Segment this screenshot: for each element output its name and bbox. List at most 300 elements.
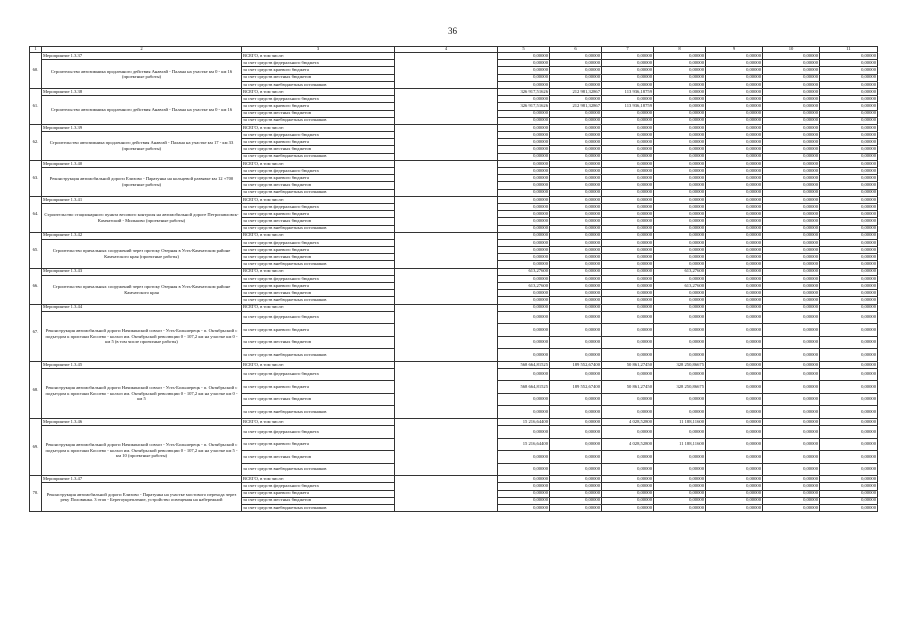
source-label: ВСЕГО, в том числе: — [242, 88, 395, 95]
source-label: за счет средств краевого бюджета — [242, 381, 395, 394]
source-label: за счет средств федерального бюджета — [242, 239, 395, 246]
value-cell: 0,00000 — [550, 182, 602, 189]
value-cell: 0,00000 — [763, 476, 820, 483]
value-cell: 0,00000 — [602, 146, 654, 153]
value-cell: 0,00000 — [550, 324, 602, 337]
source-label: за счет средств местных бюджетов — [242, 451, 395, 464]
value-cell: 0,00000 — [763, 139, 820, 146]
value-cell: 0,00000 — [820, 218, 878, 225]
source-label: за счет средств внебюджетных источников — [242, 297, 395, 304]
source-label: за счет средств внебюджетных источников — [242, 261, 395, 268]
value-cell: 0,00000 — [498, 146, 550, 153]
value-cell: 0,00000 — [654, 67, 706, 74]
value-cell: 0,00000 — [706, 349, 763, 362]
value-cell: 0,00000 — [654, 239, 706, 246]
value-cell: 0,00000 — [498, 132, 550, 139]
source-label: за счет средств краевого бюджета — [242, 103, 395, 110]
value-cell: 0,00000 — [498, 311, 550, 324]
value-cell: 0,00000 — [654, 426, 706, 439]
value-cell: 0,00000 — [550, 275, 602, 282]
source-label: за счет средств федерального бюджета — [242, 203, 395, 210]
value-cell: 0,00000 — [820, 132, 878, 139]
value-cell: 0,00000 — [654, 88, 706, 95]
value-cell: 0,00000 — [602, 225, 654, 232]
source-label: за счет средств краевого бюджета — [242, 283, 395, 290]
value-cell: 0,00000 — [654, 168, 706, 175]
source-label: за счет средств местных бюджетов — [242, 110, 395, 117]
value-cell: 0,00000 — [550, 225, 602, 232]
value-cell: 0,00000 — [654, 60, 706, 67]
value-cell: 0,00000 — [654, 203, 706, 210]
value-cell: 0,00000 — [820, 349, 878, 362]
value-cell: 0,00000 — [763, 218, 820, 225]
value-cell: 0,00000 — [602, 311, 654, 324]
value-cell: 613,27600 — [654, 268, 706, 275]
source-label: за счет средств краевого бюджета — [242, 438, 395, 451]
measure-label: Мероприятие 1.3.38 — [42, 88, 242, 95]
value-cell: 0,00000 — [763, 124, 820, 131]
value-cell: 0,00000 — [550, 393, 602, 406]
value-cell: 0,00000 — [550, 490, 602, 497]
value-cell: 0,00000 — [706, 261, 763, 268]
empty-cell — [395, 88, 498, 124]
value-cell: 0,00000 — [654, 103, 706, 110]
value-cell: 0,00000 — [498, 175, 550, 182]
source-label: ВСЕГО, в том числе: — [242, 361, 395, 368]
value-cell: 0,00000 — [706, 146, 763, 153]
header-cell: 8 — [654, 47, 706, 53]
value-cell: 0,00000 — [550, 153, 602, 160]
value-cell: 328 250,86675 — [654, 361, 706, 368]
value-cell: 0,00000 — [602, 168, 654, 175]
value-cell: 0,00000 — [763, 406, 820, 419]
source-label: за счет средств внебюджетных источников — [242, 406, 395, 419]
value-cell: 0,00000 — [602, 497, 654, 504]
value-cell: 0,00000 — [763, 81, 820, 88]
value-cell: 0,00000 — [602, 81, 654, 88]
header-cell: 4 — [395, 47, 498, 53]
header-cell: 2 — [42, 47, 242, 53]
value-cell: 0,00000 — [763, 103, 820, 110]
value-cell: 0,00000 — [763, 168, 820, 175]
header-cell: 1 — [30, 47, 42, 53]
value-cell: 0,00000 — [763, 368, 820, 381]
value-cell: 0,00000 — [706, 60, 763, 67]
project-name: Реконструкция автомобильной дороги Елизово - Паратунка на кольцевой развязке км 12 +700 (проектные работы) — [42, 168, 242, 197]
value-cell: 0,00000 — [763, 189, 820, 196]
value-cell: 0,00000 — [498, 168, 550, 175]
value-cell: 0,00000 — [654, 146, 706, 153]
value-cell: 0,00000 — [763, 311, 820, 324]
value-cell: 0,00000 — [706, 247, 763, 254]
value-cell: 326 917,51626 — [498, 88, 550, 95]
source-label: за счет средств федерального бюджета — [242, 311, 395, 324]
source-label: ВСЕГО, в том числе: — [242, 196, 395, 203]
value-cell: 0,00000 — [820, 60, 878, 67]
value-cell: 0,00000 — [654, 504, 706, 511]
source-label: ВСЕГО, в том числе: — [242, 418, 395, 425]
value-cell: 0,00000 — [498, 261, 550, 268]
project-name: Строительство автозимника продленного действия Анавгай - Палана на участке км 17 - км 33 (проектные работы) — [42, 132, 242, 161]
value-cell: 0,00000 — [498, 67, 550, 74]
value-cell: 113 936,18759 — [602, 88, 654, 95]
value-cell: 0,00000 — [820, 53, 878, 60]
value-cell: 0,00000 — [550, 189, 602, 196]
value-cell: 0,00000 — [550, 117, 602, 124]
measure-label: Мероприятие 1.3.39 — [42, 124, 242, 131]
value-cell: 0,00000 — [820, 368, 878, 381]
source-label: за счет средств внебюджетных источников — [242, 225, 395, 232]
value-cell: 0,00000 — [602, 349, 654, 362]
value-cell: 0,00000 — [498, 247, 550, 254]
value-cell: 15 216,64400 — [498, 438, 550, 451]
value-cell: 0,00000 — [706, 361, 763, 368]
measure-row — [30, 160, 878, 167]
budget-table — [29, 46, 878, 512]
value-cell: 0,00000 — [820, 418, 878, 425]
value-cell: 0,00000 — [654, 232, 706, 239]
value-cell: 0,00000 — [550, 168, 602, 175]
value-cell: 613,27600 — [498, 268, 550, 275]
measure-label: Мероприятие 1.3.45 — [42, 361, 242, 368]
value-cell: 0,00000 — [706, 426, 763, 439]
value-cell: 0,00000 — [706, 218, 763, 225]
value-cell: 0,00000 — [498, 393, 550, 406]
measure-row — [30, 476, 878, 483]
value-cell: 0,00000 — [498, 368, 550, 381]
value-cell: 0,00000 — [602, 483, 654, 490]
value-cell: 0,00000 — [550, 110, 602, 117]
value-cell: 0,00000 — [820, 381, 878, 394]
value-cell: 0,00000 — [602, 275, 654, 282]
source-label: за счет средств местных бюджетов — [242, 254, 395, 261]
source-label: за счет средств внебюджетных источников — [242, 189, 395, 196]
value-cell: 0,00000 — [498, 490, 550, 497]
value-cell: 0,00000 — [654, 74, 706, 81]
value-cell: 0,00000 — [498, 476, 550, 483]
value-cell: 0,00000 — [706, 368, 763, 381]
measure-label: Мероприятие 1.3.43 — [42, 268, 242, 275]
value-cell: 0,00000 — [602, 189, 654, 196]
measure-row — [30, 124, 878, 131]
value-cell: 0,00000 — [706, 168, 763, 175]
value-cell: 0,00000 — [820, 225, 878, 232]
value-cell: 0,00000 — [602, 203, 654, 210]
value-cell: 0,00000 — [706, 406, 763, 419]
value-cell: 0,00000 — [763, 290, 820, 297]
source-label: ВСЕГО, в том числе: — [242, 268, 395, 275]
value-cell: 0,00000 — [763, 203, 820, 210]
value-cell: 0,00000 — [820, 203, 878, 210]
value-cell: 0,00000 — [498, 153, 550, 160]
empty-cell — [395, 361, 498, 418]
value-cell: 0,00000 — [550, 146, 602, 153]
measure-row — [30, 232, 878, 239]
value-cell: 0,00000 — [498, 254, 550, 261]
value-cell: 0,00000 — [602, 117, 654, 124]
value-cell: 0,00000 — [706, 438, 763, 451]
value-cell: 0,00000 — [654, 311, 706, 324]
value-cell: 0,00000 — [820, 247, 878, 254]
value-cell: 0,00000 — [763, 504, 820, 511]
value-cell: 0,00000 — [654, 132, 706, 139]
value-cell: 0,00000 — [763, 418, 820, 425]
value-cell: 0,00000 — [602, 504, 654, 511]
value-cell: 0,00000 — [602, 297, 654, 304]
value-cell: 0,00000 — [498, 290, 550, 297]
value-cell: 0,00000 — [498, 225, 550, 232]
value-cell: 0,00000 — [550, 139, 602, 146]
source-label: за счет средств внебюджетных источников — [242, 504, 395, 511]
value-cell: 0,00000 — [602, 283, 654, 290]
value-cell: 0,00000 — [706, 290, 763, 297]
value-cell: 0,00000 — [820, 438, 878, 451]
value-cell: 0,00000 — [602, 406, 654, 419]
value-cell: 0,00000 — [763, 324, 820, 337]
value-cell: 0,00000 — [498, 297, 550, 304]
value-cell: 0,00000 — [763, 283, 820, 290]
value-cell: 0,00000 — [498, 426, 550, 439]
value-cell: 0,00000 — [654, 189, 706, 196]
value-cell: 0,00000 — [763, 304, 820, 311]
value-cell: 0,00000 — [550, 304, 602, 311]
value-cell: 0,00000 — [550, 239, 602, 246]
value-cell: 0,00000 — [550, 336, 602, 349]
value-cell: 0,00000 — [654, 182, 706, 189]
project-name: Строительство автозимника продленного действия Анавгай - Палана на участке км 0 - км 16 (проектные работы) — [42, 60, 242, 89]
value-cell: 0,00000 — [654, 336, 706, 349]
project-name: Строительство причальных сооружений через протоку Озерная в Усть-Камчатском районе Камчатского края — [42, 275, 242, 304]
value-cell: 0,00000 — [820, 168, 878, 175]
value-cell: 0,00000 — [602, 60, 654, 67]
value-cell: 0,00000 — [820, 268, 878, 275]
page-number: 36 — [448, 26, 457, 36]
value-cell: 15 216,64400 — [498, 418, 550, 425]
value-cell: 0,00000 — [820, 160, 878, 167]
value-cell: 0,00000 — [602, 211, 654, 218]
value-cell: 0,00000 — [498, 406, 550, 419]
value-cell: 0,00000 — [498, 239, 550, 246]
project-name: Строительство причальных сооружений через протоку Озерная в Усть-Камчатском районе Камчатского края (проектные работы) — [42, 239, 242, 268]
value-cell: 0,00000 — [602, 182, 654, 189]
value-cell: 0,00000 — [706, 504, 763, 511]
value-cell: 0,00000 — [654, 290, 706, 297]
value-cell: 4 028,52800 — [602, 418, 654, 425]
value-cell: 0,00000 — [654, 406, 706, 419]
value-cell: 0,00000 — [498, 324, 550, 337]
value-cell: 0,00000 — [654, 393, 706, 406]
measure-label: Мероприятие 1.3.41 — [42, 196, 242, 203]
row-number: 68. — [30, 361, 42, 418]
value-cell: 0,00000 — [654, 451, 706, 464]
empty-cell — [395, 418, 498, 475]
value-cell: 0,00000 — [550, 368, 602, 381]
value-cell: 0,00000 — [550, 67, 602, 74]
measure-row — [30, 304, 878, 311]
source-label: ВСЕГО, в том числе: — [242, 53, 395, 60]
value-cell: 0,00000 — [820, 139, 878, 146]
value-cell: 0,00000 — [654, 96, 706, 103]
value-cell: 0,00000 — [820, 124, 878, 131]
value-cell: 0,00000 — [550, 497, 602, 504]
value-cell: 0,00000 — [654, 124, 706, 131]
value-cell: 0,00000 — [763, 497, 820, 504]
value-cell: 50 861,27450 — [602, 361, 654, 368]
row-number: 67. — [30, 304, 42, 361]
value-cell: 0,00000 — [820, 504, 878, 511]
header-cell: 6 — [550, 47, 602, 53]
value-cell: 0,00000 — [706, 497, 763, 504]
value-cell: 0,00000 — [706, 297, 763, 304]
value-cell: 0,00000 — [550, 311, 602, 324]
value-cell: 0,00000 — [820, 261, 878, 268]
value-cell: 0,00000 — [706, 182, 763, 189]
value-cell: 0,00000 — [550, 406, 602, 419]
value-cell: 0,00000 — [706, 117, 763, 124]
value-cell: 0,00000 — [654, 160, 706, 167]
value-cell: 0,00000 — [498, 218, 550, 225]
value-cell: 0,00000 — [602, 96, 654, 103]
source-label: за счет средств краевого бюджета — [242, 211, 395, 218]
value-cell: 0,00000 — [498, 497, 550, 504]
value-cell: 0,00000 — [706, 311, 763, 324]
measure-label: Мероприятие 1.3.40 — [42, 160, 242, 167]
value-cell: 0,00000 — [706, 239, 763, 246]
value-cell: 0,00000 — [763, 297, 820, 304]
value-cell: 0,00000 — [706, 110, 763, 117]
value-cell: 0,00000 — [602, 426, 654, 439]
value-cell: 0,00000 — [820, 290, 878, 297]
value-cell: 0,00000 — [550, 211, 602, 218]
value-cell: 0,00000 — [654, 297, 706, 304]
value-cell: 0,00000 — [654, 349, 706, 362]
source-label: ВСЕГО, в том числе: — [242, 124, 395, 131]
value-cell: 328 250,86675 — [654, 381, 706, 394]
value-cell: 0,00000 — [550, 268, 602, 275]
value-cell: 0,00000 — [498, 139, 550, 146]
value-cell: 0,00000 — [763, 110, 820, 117]
value-cell: 212 981,32867 — [550, 88, 602, 95]
value-cell: 0,00000 — [550, 483, 602, 490]
value-cell: 0,00000 — [820, 426, 878, 439]
value-cell: 0,00000 — [654, 175, 706, 182]
value-cell: 0,00000 — [602, 196, 654, 203]
value-cell: 0,00000 — [550, 418, 602, 425]
value-cell: 0,00000 — [706, 124, 763, 131]
value-cell: 0,00000 — [706, 275, 763, 282]
value-cell: 0,00000 — [654, 324, 706, 337]
measure-row — [30, 53, 878, 60]
value-cell: 0,00000 — [550, 451, 602, 464]
empty-cell — [395, 196, 498, 232]
value-cell: 0,00000 — [706, 232, 763, 239]
value-cell: 0,00000 — [820, 483, 878, 490]
value-cell: 0,00000 — [550, 175, 602, 182]
value-cell: 0,00000 — [706, 160, 763, 167]
value-cell: 0,00000 — [654, 275, 706, 282]
value-cell: 0,00000 — [602, 336, 654, 349]
value-cell: 0,00000 — [602, 268, 654, 275]
source-label: за счет средств местных бюджетов — [242, 336, 395, 349]
value-cell: 0,00000 — [654, 153, 706, 160]
value-cell: 11 188,11600 — [654, 418, 706, 425]
value-cell: 0,00000 — [706, 74, 763, 81]
value-cell: 0,00000 — [763, 451, 820, 464]
row-number: 66. — [30, 268, 42, 304]
value-cell: 0,00000 — [498, 189, 550, 196]
value-cell: 0,00000 — [706, 324, 763, 337]
value-cell: 0,00000 — [820, 254, 878, 261]
header-cell: 10 — [763, 47, 820, 53]
value-cell: 0,00000 — [763, 153, 820, 160]
value-cell: 0,00000 — [820, 361, 878, 368]
value-cell: 0,00000 — [602, 490, 654, 497]
value-cell: 0,00000 — [820, 88, 878, 95]
source-label: за счет средств краевого бюджета — [242, 247, 395, 254]
source-label: за счет средств внебюджетных источников — [242, 153, 395, 160]
value-cell: 0,00000 — [763, 225, 820, 232]
value-cell: 0,00000 — [550, 124, 602, 131]
source-label: за счет средств федерального бюджета — [242, 275, 395, 282]
empty-cell — [395, 124, 498, 160]
measure-label: Мероприятие 1.3.47 — [42, 476, 242, 483]
source-label: за счет средств федерального бюджета — [242, 168, 395, 175]
value-cell: 0,00000 — [763, 67, 820, 74]
value-cell: 0,00000 — [654, 483, 706, 490]
value-cell: 0,00000 — [602, 124, 654, 131]
value-cell: 0,00000 — [550, 426, 602, 439]
value-cell: 0,00000 — [706, 96, 763, 103]
value-cell: 0,00000 — [763, 261, 820, 268]
source-label: за счет средств федерального бюджета — [242, 368, 395, 381]
value-cell: 0,00000 — [763, 438, 820, 451]
source-label: за счет средств федерального бюджета — [242, 60, 395, 67]
value-cell: 0,00000 — [763, 247, 820, 254]
value-cell: 212 981,32867 — [550, 103, 602, 110]
value-cell: 0,00000 — [498, 304, 550, 311]
value-cell: 0,00000 — [820, 463, 878, 476]
row-number: 61. — [30, 88, 42, 124]
value-cell: 0,00000 — [550, 81, 602, 88]
value-cell: 0,00000 — [820, 490, 878, 497]
value-cell: 0,00000 — [498, 483, 550, 490]
project-name: Реконструкция автомобильной дороги Начикинский совхоз - Усть-Большерецк - п. Октябрьский с подъездом к пристани Косоево - колхоз им. Октябрьской революции 0 - 107,2 км на участке км 0 - км 5 — [42, 368, 242, 418]
value-cell: 0,00000 — [706, 393, 763, 406]
value-cell: 0,00000 — [763, 463, 820, 476]
value-cell: 0,00000 — [550, 232, 602, 239]
value-cell: 0,00000 — [706, 139, 763, 146]
source-label: за счет средств федерального бюджета — [242, 426, 395, 439]
value-cell: 0,00000 — [654, 225, 706, 232]
empty-cell — [395, 53, 498, 89]
value-cell: 0,00000 — [706, 53, 763, 60]
value-cell: 0,00000 — [820, 96, 878, 103]
value-cell: 0,00000 — [550, 290, 602, 297]
measure-row — [30, 88, 878, 95]
value-cell: 0,00000 — [820, 74, 878, 81]
value-cell: 0,00000 — [654, 110, 706, 117]
value-cell: 0,00000 — [550, 160, 602, 167]
header-cell: 5 — [498, 47, 550, 53]
value-cell: 0,00000 — [820, 297, 878, 304]
source-label: за счет средств местных бюджетов — [242, 497, 395, 504]
header-cell: 11 — [820, 47, 878, 53]
measure-label: Мероприятие 1.3.46 — [42, 418, 242, 425]
value-cell: 0,00000 — [706, 211, 763, 218]
value-cell: 0,00000 — [706, 490, 763, 497]
value-cell: 0,00000 — [550, 254, 602, 261]
value-cell: 0,00000 — [550, 476, 602, 483]
